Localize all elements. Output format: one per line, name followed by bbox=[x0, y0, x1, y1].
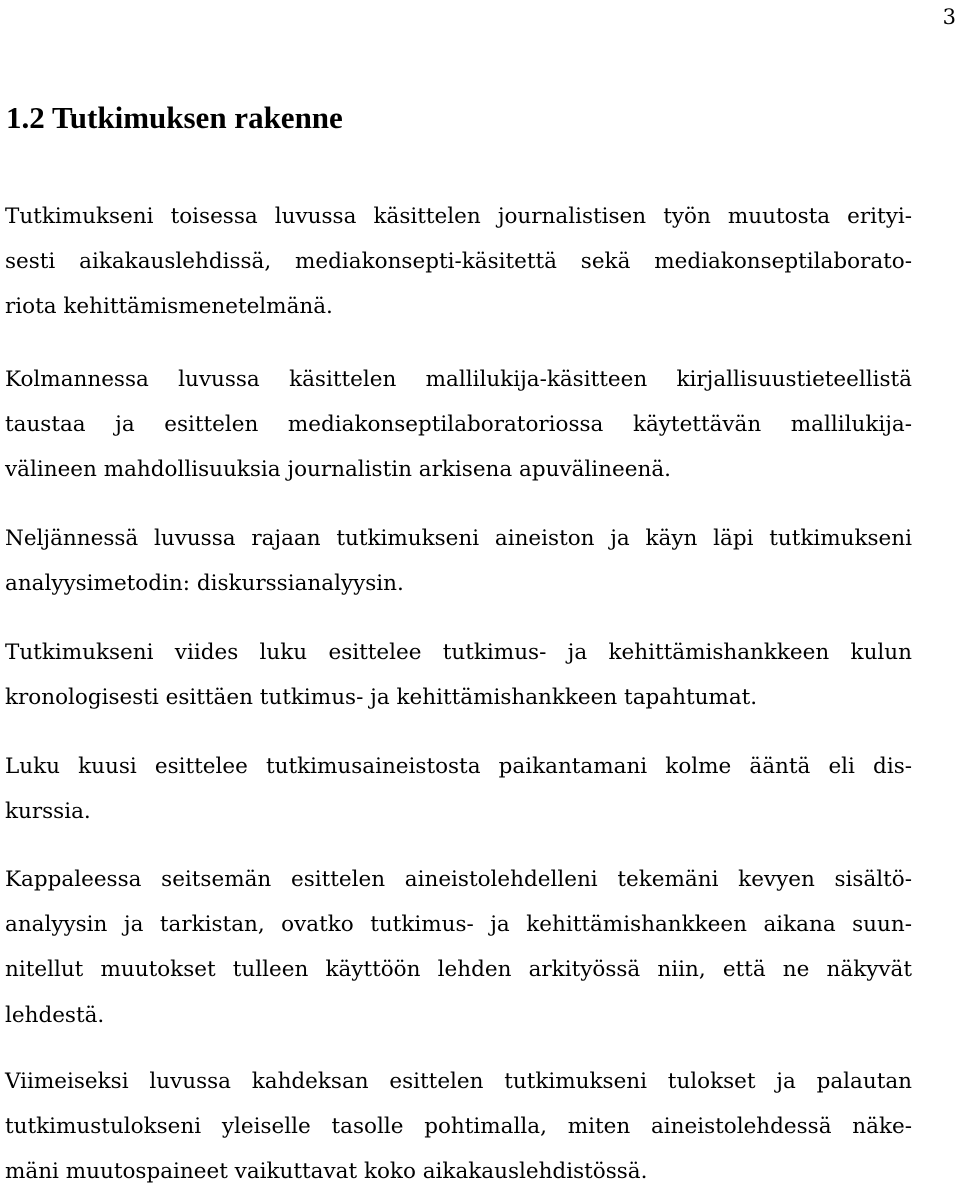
paragraph bbox=[5, 516, 912, 606]
page-number: 3 bbox=[942, 5, 956, 29]
paragraph bbox=[5, 630, 912, 720]
paragraph bbox=[5, 357, 912, 493]
paragraph-line: riota kehittämismenetelmänä. bbox=[5, 294, 333, 320]
paragraph-line: Kappaleessa seitsemän esittelen aineistolehdelleni tekemäni kevyen sisältö- bbox=[5, 867, 912, 892]
paragraph-line: lehdestä. bbox=[5, 1002, 105, 1028]
paragraph-line: sesti aikakauslehdissä, mediakonsepti-käsitettä sekä mediakonseptilaborato- bbox=[5, 249, 912, 275]
paragraph-line: Luku kuusi esittelee tutkimusaineistosta paikantamani kolme ääntä eli dis- bbox=[5, 754, 912, 779]
section-heading: 1.2 Tutkimuksen rakenne bbox=[6, 100, 343, 135]
paragraph bbox=[5, 1059, 912, 1195]
paragraph bbox=[5, 744, 912, 834]
paragraph-line: Viimeiseksi luvussa kahdeksan esittelen tutkimukseni tulokset ja palautan bbox=[5, 1069, 912, 1094]
paragraph-line: nitellut muutokset tulleen käyttöön lehden arkityössä niin, että ne näkyvät bbox=[5, 957, 912, 983]
paragraph-line: analyysimetodin: diskurssianalyysin. bbox=[5, 571, 404, 597]
paragraph-line: Tutkimukseni viides luku esittelee tutkimus- ja kehittämishankkeen kulun bbox=[5, 640, 912, 665]
paragraph-line: taustaa ja esittelen mediakonseptilaboratoriossa käytettävän mallilukija- bbox=[5, 412, 912, 438]
paragraph-line: kronologisesti esittäen tutkimus- ja kehittämishankkeen tapahtumat. bbox=[5, 685, 758, 711]
paragraph-line: mäni muutospaineet vaikuttavat koko aikakauslehdistössä. bbox=[5, 1159, 648, 1185]
paragraph-line: Tutkimukseni toisessa luvussa käsittelen journalistisen työn muutosta erityi- bbox=[5, 204, 912, 229]
paragraph-line: Kolmannessa luvussa käsittelen mallilukija-käsitteen kirjallisuustieteellistä bbox=[5, 367, 912, 392]
paragraph-line: kurssia. bbox=[5, 799, 91, 825]
paragraph-line: tutkimustulokseni yleiselle tasolle pohtimalla, miten aineistolehdessä näke- bbox=[5, 1114, 912, 1140]
paragraph-line: analyysin ja tarkistan, ovatko tutkimus- ja kehittämishankkeen aikana suun- bbox=[5, 912, 912, 938]
paragraph-line: Neljännessä luvussa rajaan tutkimukseni aineiston ja käyn läpi tutkimukseni bbox=[5, 526, 912, 551]
paragraph-line: välineen mahdollisuuksia journalistin arkisena apuvälineenä. bbox=[5, 457, 671, 483]
paragraph bbox=[5, 857, 912, 1038]
paragraph bbox=[5, 194, 912, 330]
